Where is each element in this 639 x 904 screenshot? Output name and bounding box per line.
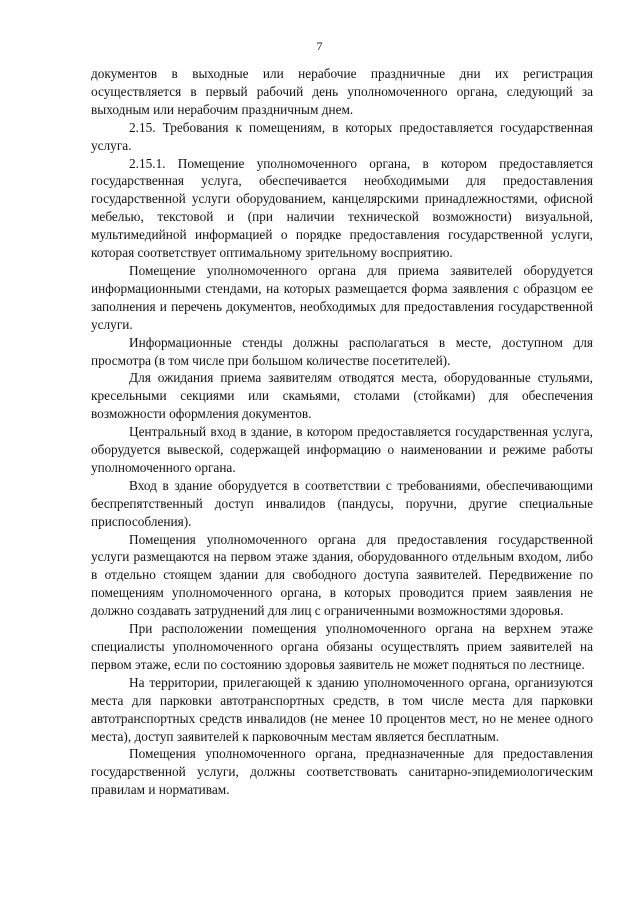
paragraph: Вход в здание оборудуется в соответствии с требованиями, обеспечивающими беспрепятственный доступ инвалидов (пандусы, поручни, другие специальные приспособления). [91, 477, 593, 529]
paragraph: На территории, прилегающей к зданию уполномоченного органа, организуются места для парковки автотранспортных средств, в том числе места для парковки автотранспортных средств инвалидов (не менее 10 процентов мест, но не менее одного места), доступ заявителей к парковочным местам является бесплатным. [91, 674, 593, 744]
paragraph: Помещение уполномоченного органа для приема заявителей оборудуется информационными стендами, на которых размещается форма заявления с образцом ее заполнения и перечень документов, необходимых для предоставления государственной услуги. [91, 262, 593, 332]
document-body [91, 65, 593, 799]
paragraph: Помещения уполномоченного органа, предназначенные для предоставления государственной услуги, должны соответствовать санитарно-эпидемиологическим правилам и нормативам. [91, 746, 593, 798]
paragraph: При расположении помещения уполномоченного органа на верхнем этаже специалисты уполномоченного органа обязаны осуществлять прием заявителей на первом этаже, если по состоянию здоровья заявитель не может подняться по лестнице. [91, 621, 593, 672]
paragraph: Информационные стенды должны располагаться в месте, доступном для просмотра (в том числе при большом количестве посетителей). [91, 334, 593, 368]
paragraph: документов в выходные или нерабочие праздничные дни их регистрация осуществляется в первый рабочий день уполномоченного органа, следующий за выходным или нерабочим праздничным днем. [91, 66, 593, 117]
paragraph: 2.15. Требования к помещениям, в которых предоставляется государственная услуга. [91, 119, 593, 153]
paragraph: Для ожидания приема заявителям отводятся места, оборудованные стульями, кресельными секциями или скамьями, столами (стойками) для обеспечения возможности оформления документов. [91, 370, 593, 422]
paragraph: Центральный вход в здание, в котором предоставляется государственная услуга, оборудуется вывеской, содержащей информацию о наименовании и режиме работы уполномоченного органа. [91, 424, 593, 475]
paragraph: 2.15.1. Помещение уполномоченного органа, в котором предоставляется государственная услуга, обеспечивается необходимыми для предоставления государственной услуги оборудованием, канцелярскими принадлежностями, офисной мебелью, текстовой и (при наличии технической возможности) визуальной, мультимедийной информацией о порядке предоставления государственной услуги, которая соответствует оптимальному зрительному восприятию. [91, 155, 593, 261]
page-number: 7 [316, 39, 323, 53]
paragraph: Помещения уполномоченного органа для предоставления государственной услуги размещаются на первом этаже здания, оборудованного отдельным входом, либо в отдельно стоящем здании для свободного доступа заявителей. Передвижение по помещениям уполномоченного органа, в которых проводится прием заявления не должно создавать затруднений для лиц с ограниченными возможностями здоровья. [91, 531, 593, 619]
